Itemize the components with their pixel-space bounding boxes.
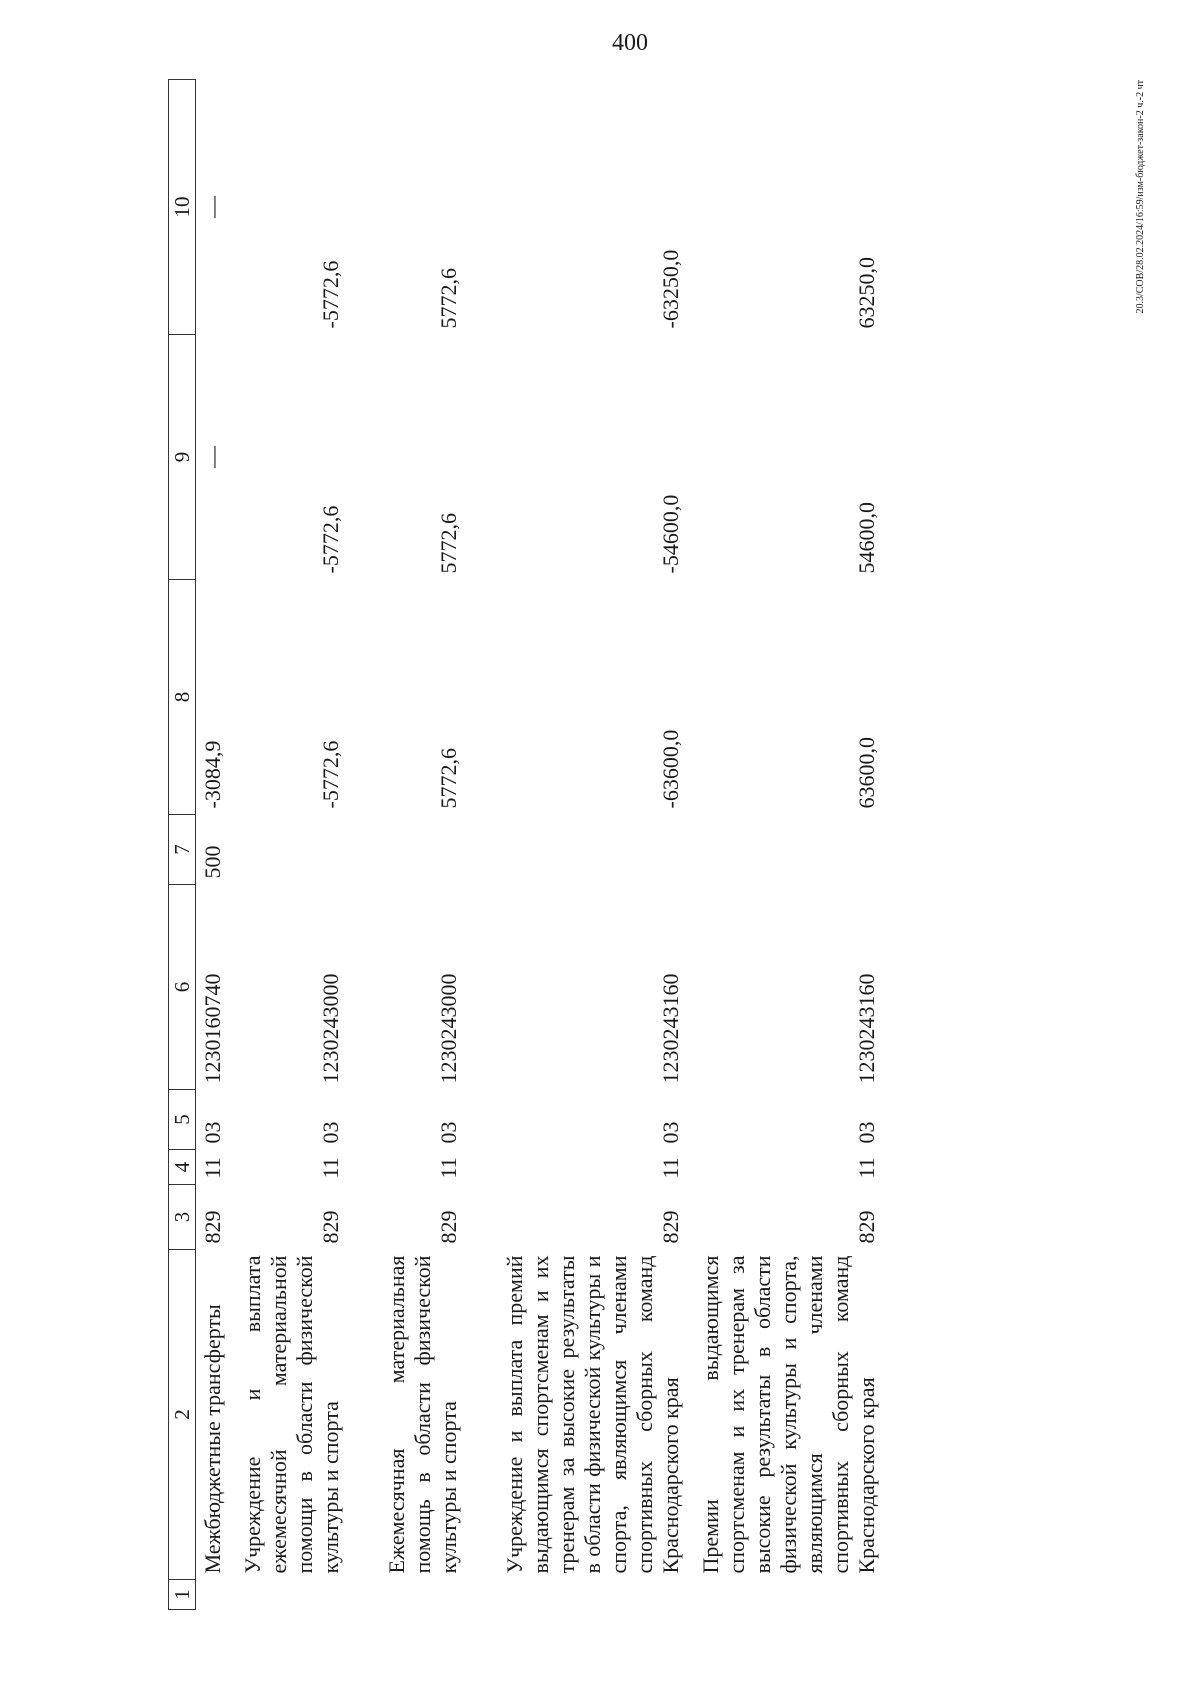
amount-year1-cell: -63600,0	[658, 729, 684, 809]
subsection-cell: 03	[854, 1121, 880, 1144]
target-article-cell: 1230243160	[658, 973, 684, 1084]
ministry-code-cell: 829	[658, 1210, 684, 1244]
header-cell-5: 5	[169, 1090, 196, 1150]
budget-table-rotated	[168, 80, 1118, 1610]
expense-type-cell	[464, 815, 686, 885]
header-cell-8: 8	[169, 580, 196, 815]
row-number-cell	[196, 1580, 229, 1610]
target-article-cell: 1230243000	[318, 973, 344, 1084]
row-number-cell	[228, 1580, 346, 1610]
amount-year3-cell: 63250,0	[854, 257, 880, 329]
description-cell: Ежемесячная материальная помощь в области физической культуры и спорта	[384, 1255, 462, 1574]
amount-year1-cell: 5772,6	[436, 748, 462, 809]
row-number-cell	[346, 1580, 464, 1610]
amount-year1-cell: -3084,9	[200, 740, 225, 809]
row-number-cell	[464, 1580, 686, 1610]
table-row	[228, 80, 346, 1610]
target-article-cell: 1230160740	[200, 973, 225, 1084]
ministry-code-cell: 829	[854, 1210, 880, 1244]
document-footer-code: 20.3/СОВ/28.02.2024/16:59/изм-бюджет-закон-2 ч.-2 чт	[1135, 80, 1146, 314]
section-cell: 11	[658, 1157, 684, 1179]
header-cell-1: 1	[169, 1580, 196, 1610]
amount-year2-cell: -5772,6	[318, 505, 344, 574]
amount-year3-cell: 5772,6	[436, 268, 462, 329]
header-cell-3: 3	[169, 1185, 196, 1250]
subsection-cell: 03	[200, 1121, 225, 1144]
amount-year3-cell: -5772,6	[318, 260, 344, 329]
description-cell: Учреждение и выплата ежемесячной материальной помощи в области физической культуры и спорта	[240, 1255, 344, 1574]
ministry-code-cell: 829	[318, 1210, 344, 1244]
section-cell: 11	[318, 1157, 344, 1179]
description-cell: Учреждение и выплата премий выдающимся спортсменам и их тренерам за высокие результаты в области физической культуры и спорта, являющимся членами спортивных сборных команд Краснодарского края	[502, 1255, 684, 1574]
description-cell: Премии выдающимся спортсменам и их тренерам за высокие результаты в области физической культуры и спорта, являющимся членами спортивных сборных команд Краснодарского края	[698, 1255, 880, 1574]
expense-type-cell	[228, 815, 346, 885]
description-cell: Межбюджетные трансферты	[200, 1304, 225, 1574]
subsection-cell: 03	[436, 1121, 462, 1144]
row-number-cell	[686, 1580, 882, 1610]
amount-year2-cell: -54600,0	[658, 494, 684, 574]
section-cell: 11	[854, 1157, 880, 1179]
budget-table	[168, 79, 882, 1610]
amount-year3-cell: -63250,0	[658, 249, 684, 329]
table-row	[686, 80, 882, 1610]
expense-type-cell: 500	[200, 845, 225, 879]
header-row	[169, 80, 196, 1610]
subsection-cell: 03	[318, 1121, 344, 1144]
ministry-code-cell: 829	[200, 1210, 225, 1244]
header-cell-10: 10	[169, 80, 196, 335]
section-cell: 11	[436, 1157, 462, 1179]
header-cell-6: 6	[169, 885, 196, 1090]
target-article-cell: 1230243000	[436, 973, 462, 1084]
ministry-code-cell: 829	[436, 1210, 462, 1244]
table-row	[196, 80, 229, 1610]
subsection-cell: 03	[658, 1121, 684, 1144]
expense-type-cell	[686, 815, 882, 885]
table-row	[464, 80, 686, 1610]
table-row	[346, 80, 464, 1610]
amount-year1-cell: -5772,6	[318, 740, 344, 809]
header-cell-9: 9	[169, 335, 196, 580]
amount-year3-cell: —	[200, 196, 225, 218]
page-number: 400	[612, 30, 648, 56]
amount-year2-cell: 5772,6	[436, 513, 462, 574]
amount-year2-cell: 54600,0	[854, 502, 880, 574]
expense-type-cell	[346, 815, 464, 885]
amount-year1-cell: 63600,0	[854, 737, 880, 809]
target-article-cell: 1230243160	[854, 973, 880, 1084]
header-cell-2: 2	[169, 1250, 196, 1580]
amount-year2-cell: —	[200, 446, 225, 468]
section-cell: 11	[200, 1157, 225, 1179]
header-cell-7: 7	[169, 815, 196, 885]
header-cell-4: 4	[169, 1150, 196, 1185]
